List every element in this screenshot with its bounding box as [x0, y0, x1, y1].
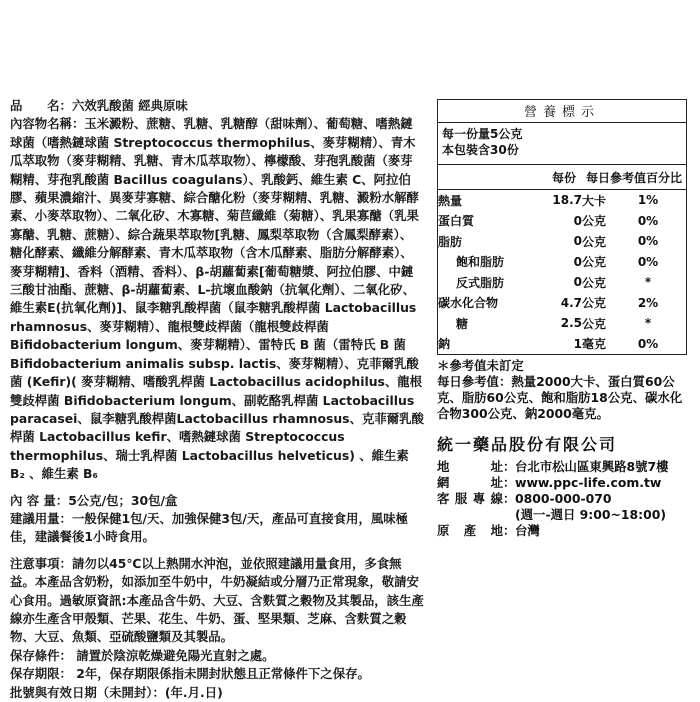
usage: 建議用量：一般保健1包/天、加強保健3包/天，產品可直接食用，風味極佳，建議餐後1小時食用。 — [10, 510, 409, 545]
nutrient-amount: 18.7 — [552, 193, 582, 208]
product-info — [10, 97, 424, 702]
nutrient-daily-pct: 1% — [637, 193, 659, 208]
nutrition-row — [438, 231, 686, 252]
nutrient-amount: 0 — [573, 213, 582, 228]
nutrition-row — [438, 293, 686, 314]
nutrient-daily-pct: 2% — [637, 295, 659, 310]
product-name: 品 名：六效乳酸菌 經典原味 — [10, 98, 188, 113]
nutrient-unit: 公克 — [582, 296, 607, 311]
storage: 保存條件： 請置於陰涼乾燥避免陽光直射之處。 — [10, 647, 275, 663]
company-name: 統一藥品股份有限公司 — [437, 435, 618, 454]
note-reference: 每日參考值：熱量2000大卡、蛋白質60公克、脂肪60公克、飽和脂肪18公克、碳水化合物300公克、鈉2000毫克。 — [437, 374, 683, 421]
nutrient-amount: 2.5 — [560, 316, 582, 331]
nutrient-amount: 0 — [573, 275, 582, 290]
nutrient-name: 碳水化合物 — [438, 296, 499, 311]
content-amount: 內 容 量：5公克/包；30包/盒 — [10, 492, 178, 508]
nutrient-daily-pct: 0% — [637, 254, 659, 269]
phone: 0800-000-070 — [515, 491, 612, 506]
nutrient-unit: 公克 — [582, 275, 607, 290]
nutrient-unit: 毫克 — [582, 337, 607, 352]
nutrient-name: 飽和脂肪 — [456, 255, 505, 270]
right-column — [437, 99, 687, 539]
nutrition-facts-box — [437, 99, 687, 355]
company-info — [437, 459, 687, 539]
service-hours: (週一-週日 9:00~18:00) — [515, 507, 666, 522]
nutrition-header — [438, 165, 686, 189]
col-per-serving: 每份 — [551, 171, 576, 185]
nutrient-amount: 0 — [573, 234, 582, 249]
nutrient-name: 反式脂肪 — [456, 275, 505, 290]
nutrition-row — [438, 272, 686, 293]
ingredients: 內容物名稱：玉米澱粉、蔗糖、乳糖、乳糖醇（甜味劑）、葡萄糖、嗜熱鏈球菌（嗜熱鏈球菌 Streptococcus thermophilus、麥芽糊精）、青木瓜萃取物（麥芽糊精、乳糖、青木瓜萃取物）、檸檬酸、芽孢乳酸菌（麥芽糊精、芽孢乳酸菌 Bacillus coagulans）、乳酸鈣、維生素 C、阿拉伯膠、蘋果濃縮汁、異麥芽寡糖、綜合醣化粉（麥芽糊精、乳糖、澱粉水解酵素、小麥萃取物）、二氧化矽、木寡糖、菊苣纖維（菊糖）、乳果寡醣（乳果寡醣、乳糖、蔗糖）、綜合蔬果萃取物[乳糖、鳳梨萃取物（含鳳梨酵素）、糖化酵素、纖維分解酵素、青木瓜萃取物（含木瓜酵素、脂肪分解酵素）、麥芽糊精]、香料（酒精、香料）、β-胡蘿蔔素[葡萄糖漿、阿拉伯膠、中鏈三酸甘油酯、蔗糖、β-胡蘿蔔素、L-抗壞血酸鈉（抗氧化劑）、二氧化矽、維生素E(抗氧化劑)]、鼠李糖乳酸桿菌（鼠李糖乳酸桿菌 Lactobacillus rhamnosus、麥芽糊精）、龍根雙歧桿菌（龍根雙歧桿菌 Bifidobacterium longum、麥芽糊精）、雷特氏 B 菌（雷特氏 B 菌 Bifidobacterium animalis subsp. lactis、麥芽糊精）、克菲爾乳酸菌 (Kefir)( 麥芽糊精、嗜酸乳桿菌 Lactobacillus acidophilus、龍根雙歧桿菌 Bifidobacterium longum、副乾酪乳桿菌 Lactobacillus paracasei、鼠李糖乳酸桿菌Lactobacillus rhamnosus、克菲爾乳酸桿菌 Lactobacillus kefir、嗜熱鏈球菌 Streptococcus thermophilus、瑞士乳桿菌 Lactobacillus helveticus) 、維生素 B₂ 、維生素 B₆ — [10, 116, 424, 482]
nutrient-daily-pct: 0% — [637, 336, 659, 351]
nutrition-row — [438, 190, 686, 211]
nutrient-daily-pct: * — [644, 316, 652, 331]
nutrient-unit: 公克 — [582, 214, 607, 229]
serving-size: 每一份量5公克 — [442, 127, 523, 141]
nutrient-name: 蛋白質 — [438, 214, 475, 229]
servings-per-pack: 本包裝含30份 — [442, 143, 519, 157]
col-daily-pct: 每日參考值百分比 — [585, 171, 682, 185]
nutrient-unit: 公克 — [582, 234, 607, 249]
batch-expiry: 批號與有效日期（未開封）：(年.月.日) — [10, 684, 223, 700]
website-label: 網 址 — [437, 475, 503, 490]
origin-row: 原 產 地 ： 台灣 — [437, 523, 687, 539]
serving-info — [438, 123, 686, 164]
address-row: 地 址 ： 台北市松山區東興路8號7樓 — [437, 459, 687, 475]
nutrient-daily-pct: * — [644, 275, 652, 290]
nutrient-daily-pct: 0% — [637, 213, 659, 228]
website-row: 網 址 ： www.ppc-life.com.tw — [437, 475, 687, 491]
nutrient-unit: 公克 — [582, 316, 607, 331]
nutrition-row — [438, 334, 686, 355]
nutrition-row — [438, 313, 686, 334]
nutrition-notes — [437, 358, 687, 422]
phone-label: 客服專線 — [437, 491, 503, 506]
address-label: 地 址 — [437, 459, 503, 474]
nutrition-table — [438, 190, 686, 354]
nutrient-amount: 0 — [573, 254, 582, 269]
nutrient-name: 鈉 — [438, 337, 451, 352]
nutrient-name: 糖 — [456, 316, 469, 331]
website: www.ppc-life.com.tw — [515, 475, 662, 490]
origin-label: 原 產 地 — [437, 523, 503, 538]
nutrient-amount: 1 — [573, 336, 582, 351]
note-star: ＊參考值未訂定 — [437, 358, 524, 373]
address: 台北市松山區東興路8號7樓 — [515, 459, 669, 474]
phone-row: 客服專線 ： 0800-000-070 (週一-週日 9:00~18:00) — [437, 491, 666, 522]
nutrient-unit: 公克 — [582, 255, 607, 270]
nutrition-title: 營養標示 — [523, 105, 600, 120]
nutrition-row — [438, 211, 686, 232]
caution: 注意事項：請勿以45℃以上熱開水沖泡，並依照建議用量食用，多食無益。本產品含奶粉，如添加至牛奶中，牛奶凝結或分層乃正常現象，敬請安心食用。過敏原資訊:本產品含牛奶、大豆、含麩質之穀物及其製品，該生產線亦生產含甲殼類、芒果、花生、牛奶、蛋、堅果類、芝麻、含麩質之穀物、大豆、魚類、亞硫酸鹽類及其製品。 — [10, 555, 424, 645]
nutrient-name: 脂肪 — [438, 234, 463, 249]
nutrient-name: 熱量 — [438, 193, 463, 208]
nutrition-row — [438, 252, 686, 273]
origin: 台灣 — [515, 523, 540, 538]
nutrient-unit: 大卡 — [582, 193, 607, 208]
nutrient-amount: 4.7 — [560, 295, 582, 310]
shelf-life: 保存期限： 2年，保存期限係指未開封狀態且正常條件下之保存。 — [10, 666, 370, 682]
nutrient-daily-pct: 0% — [637, 234, 659, 249]
